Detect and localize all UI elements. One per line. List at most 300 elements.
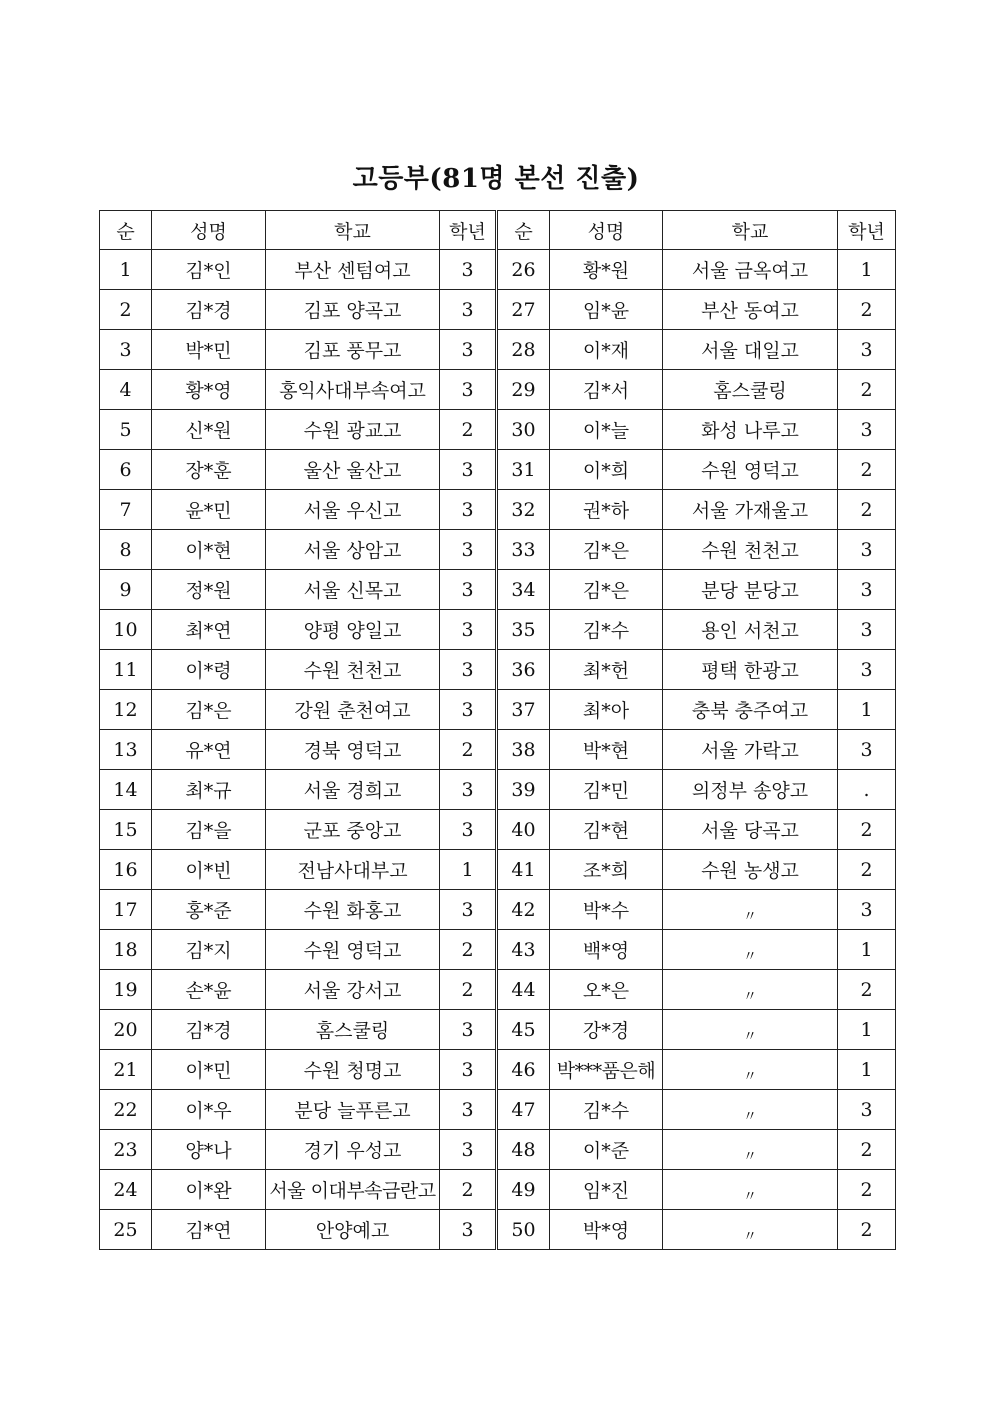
cell-school — [266, 370, 440, 410]
cell-number-text: 4 — [119, 378, 132, 401]
cell-name-text: 박*민 — [185, 340, 232, 362]
cell-grade-text: 3 — [461, 818, 474, 841]
cell-grade-text: 2 — [860, 298, 873, 321]
cell-grade — [838, 850, 896, 890]
table-row — [100, 970, 896, 1010]
cell-name — [152, 730, 266, 770]
cell-number — [497, 290, 550, 330]
cell-grade-text: 2 — [860, 978, 873, 1001]
cell-name — [550, 610, 663, 650]
cell-number — [100, 770, 152, 810]
cell-name — [550, 530, 663, 570]
cell-grade-text: 3 — [860, 618, 873, 641]
cell-school-text: 〃 — [743, 988, 757, 1005]
cell-school — [266, 330, 440, 370]
cell-number-text: 49 — [511, 1178, 536, 1201]
cell-school-text: 전남사대부고 — [297, 860, 408, 882]
cell-school-text: 서울 경희고 — [303, 780, 402, 802]
cell-name-text: 김*인 — [185, 260, 232, 282]
cell-grade-text: 3 — [461, 698, 474, 721]
cell-name-text: 최*규 — [185, 780, 232, 802]
cell-name — [152, 250, 266, 290]
cell-school-text: 강원 춘천여고 — [294, 700, 411, 722]
cell-number-text: 50 — [511, 1218, 536, 1241]
cell-school-text: 평택 한광고 — [701, 660, 799, 682]
cell-grade-text: 3 — [461, 498, 474, 521]
cell-school — [663, 1170, 838, 1210]
cell-number-text: 1 — [119, 258, 132, 281]
cell-school-text: 수원 청명고 — [303, 1060, 402, 1082]
cell-grade-text: 3 — [461, 258, 474, 281]
cell-grade-text: 3 — [461, 1098, 474, 1121]
cell-number — [497, 410, 550, 450]
cell-name — [550, 250, 663, 290]
cell-number-text: 33 — [511, 538, 536, 561]
cell-name-text: 이*우 — [185, 1100, 232, 1122]
cell-number-text: 46 — [511, 1058, 536, 1081]
cell-name-text: 권*하 — [582, 500, 630, 522]
cell-number — [100, 890, 152, 930]
cell-school-text: 충북 충주여고 — [691, 700, 809, 722]
cell-name — [550, 370, 663, 410]
cell-grade — [838, 930, 896, 970]
cell-school — [266, 410, 440, 450]
cell-number-text: 13 — [113, 738, 138, 761]
cell-name-text: 김*을 — [185, 820, 232, 842]
cell-name — [550, 970, 663, 1010]
cell-name — [152, 850, 266, 890]
cell-name-text: 이*완 — [185, 1180, 232, 1202]
cell-grade — [440, 1210, 497, 1250]
cell-grade — [440, 770, 497, 810]
cell-grade — [440, 570, 497, 610]
cell-grade — [440, 410, 497, 450]
cell-name — [152, 1210, 266, 1250]
cell-name-text: 김*지 — [185, 940, 232, 962]
cell-school-text: 수원 영덕고 — [701, 460, 799, 482]
cell-school — [266, 650, 440, 690]
cell-number-text: 40 — [511, 818, 536, 841]
cell-number — [100, 570, 152, 610]
table-row — [100, 370, 896, 410]
cell-grade — [440, 490, 497, 530]
cell-name — [550, 1130, 663, 1170]
cell-name — [152, 1090, 266, 1130]
cell-number-text: 7 — [119, 498, 132, 521]
header-grade: 학년 — [838, 211, 896, 250]
cell-number — [497, 770, 550, 810]
cell-school-text: 홈스쿨링 — [315, 1020, 390, 1042]
cell-school — [663, 410, 838, 450]
cell-grade-text: 2 — [860, 1138, 873, 1161]
cell-grade — [440, 850, 497, 890]
table-row — [100, 290, 896, 330]
cell-number-text: 36 — [511, 658, 536, 681]
cell-number-text: 20 — [113, 1018, 138, 1041]
cell-school — [266, 690, 440, 730]
cell-name — [152, 530, 266, 570]
table-row — [100, 810, 896, 850]
cell-number — [100, 690, 152, 730]
cell-school-text: 화성 나루고 — [701, 420, 799, 442]
cell-name-text: 백*영 — [582, 940, 630, 962]
table-row — [100, 890, 896, 930]
cell-name — [550, 1050, 663, 1090]
cell-number-text: 16 — [113, 858, 138, 881]
table-row — [100, 1170, 896, 1210]
cell-number-text: 5 — [119, 418, 132, 441]
cell-name — [550, 570, 663, 610]
cell-number-text: 41 — [511, 858, 536, 881]
cell-grade-text: 3 — [860, 538, 873, 561]
cell-school — [266, 930, 440, 970]
cell-school — [266, 490, 440, 530]
cell-grade — [440, 330, 497, 370]
cell-name-text: 강*경 — [582, 1020, 630, 1042]
table-row — [100, 1090, 896, 1130]
cell-number — [497, 530, 550, 570]
cell-grade-text: 2 — [461, 418, 474, 441]
cell-grade — [838, 370, 896, 410]
cell-name — [152, 1170, 266, 1210]
cell-grade — [838, 810, 896, 850]
cell-name-text: 임*윤 — [582, 300, 630, 322]
cell-name-text: 김*은 — [582, 540, 630, 562]
cell-number-text: 37 — [511, 698, 536, 721]
cell-grade-text: 2 — [461, 738, 474, 761]
header-name: 성명 — [550, 211, 663, 250]
cell-number-text: 47 — [511, 1098, 536, 1121]
cell-number — [100, 330, 152, 370]
cell-grade-text: 3 — [860, 418, 873, 441]
cell-grade-text: 3 — [860, 898, 873, 921]
cell-number-text: 30 — [511, 418, 536, 441]
cell-number-text: 26 — [511, 258, 536, 281]
cell-number-text: 2 — [119, 298, 132, 321]
cell-grade-text: 3 — [461, 578, 474, 601]
cell-name-text: 최*연 — [185, 620, 232, 642]
cell-grade-text: 2 — [461, 938, 474, 961]
cell-name-text: 김*은 — [185, 700, 232, 722]
cell-name — [152, 890, 266, 930]
cell-number-text: 8 — [119, 538, 132, 561]
cell-name-text: 김*민 — [582, 780, 630, 802]
cell-number-text: 39 — [511, 778, 536, 801]
table-row — [100, 1130, 896, 1170]
table-row — [100, 770, 896, 810]
cell-school — [663, 370, 838, 410]
cell-school — [663, 770, 838, 810]
cell-name — [550, 650, 663, 690]
cell-grade — [838, 970, 896, 1010]
cell-school-text: 수원 천천고 — [303, 660, 402, 682]
cell-grade — [440, 250, 497, 290]
cell-grade — [838, 290, 896, 330]
cell-number — [497, 930, 550, 970]
cell-number-text: 25 — [113, 1218, 138, 1241]
cell-number — [100, 1210, 152, 1250]
cell-grade-text: 3 — [860, 658, 873, 681]
cell-grade — [838, 530, 896, 570]
cell-name — [152, 610, 266, 650]
cell-school — [663, 970, 838, 1010]
header-school: 학교 — [663, 211, 838, 250]
cell-name — [152, 930, 266, 970]
cell-name-text: 김*수 — [582, 1100, 630, 1122]
cell-number-text: 45 — [511, 1018, 536, 1041]
cell-grade — [838, 730, 896, 770]
cell-school — [266, 610, 440, 650]
cell-number — [497, 450, 550, 490]
cell-name — [550, 1170, 663, 1210]
cell-grade-text: 1 — [860, 1058, 873, 1081]
cell-school-text: 〃 — [743, 908, 757, 925]
cell-school — [663, 930, 838, 970]
cell-school-text: 김포 양곡고 — [303, 300, 402, 322]
cell-number — [497, 1210, 550, 1250]
cell-grade — [838, 570, 896, 610]
cell-grade — [440, 610, 497, 650]
cell-number — [497, 1170, 550, 1210]
cell-school — [266, 730, 440, 770]
cell-number-text: 44 — [511, 978, 536, 1001]
cell-grade — [838, 450, 896, 490]
cell-number — [100, 1010, 152, 1050]
table-row — [100, 250, 896, 290]
cell-name-text: 임*진 — [582, 1180, 630, 1202]
cell-number-text: 31 — [511, 458, 536, 481]
cell-number-text: 42 — [511, 898, 536, 921]
cell-school-text: 〃 — [743, 1028, 757, 1045]
cell-school-text: 수원 영덕고 — [303, 940, 402, 962]
cell-school — [663, 330, 838, 370]
cell-number-text: 34 — [511, 578, 536, 601]
cell-grade-text: 2 — [860, 458, 873, 481]
cell-school-text: 서울 이대부속금란고 — [269, 1180, 436, 1202]
cell-name-text: 김*은 — [582, 580, 630, 602]
cell-grade-text: 2 — [461, 1178, 474, 1201]
cell-school — [663, 810, 838, 850]
cell-name — [550, 770, 663, 810]
cell-school — [663, 610, 838, 650]
cell-school-text: 〃 — [743, 1228, 757, 1245]
cell-grade — [440, 290, 497, 330]
cell-school — [266, 1050, 440, 1090]
cell-school — [266, 810, 440, 850]
table-row — [100, 610, 896, 650]
cell-name — [152, 810, 266, 850]
cell-grade — [838, 1010, 896, 1050]
cell-name-text: 손*윤 — [185, 980, 232, 1002]
cell-name — [550, 1210, 663, 1250]
cell-number-text: 43 — [511, 938, 536, 961]
cell-school-text: 부산 동여고 — [701, 300, 799, 322]
cell-number-text: 24 — [113, 1178, 138, 1201]
cell-number-text: 21 — [113, 1058, 138, 1081]
cell-name-text: 김*수 — [582, 620, 630, 642]
cell-number-text: 14 — [113, 778, 138, 801]
cell-grade — [440, 1050, 497, 1090]
cell-grade — [838, 650, 896, 690]
cell-name — [152, 450, 266, 490]
cell-number-text: 35 — [511, 618, 536, 641]
cell-name-text: 이*령 — [185, 660, 232, 682]
cell-school — [663, 490, 838, 530]
cell-number — [100, 1130, 152, 1170]
cell-school — [266, 850, 440, 890]
cell-grade — [440, 1010, 497, 1050]
cell-name — [152, 410, 266, 450]
cell-grade-text: 3 — [461, 1138, 474, 1161]
cell-number-text: 11 — [113, 658, 138, 681]
cell-school — [663, 1210, 838, 1250]
cell-number — [497, 690, 550, 730]
cell-name-text: 황*영 — [185, 380, 232, 402]
header-grade: 학년 — [440, 211, 497, 250]
header-school: 학교 — [266, 211, 440, 250]
cell-number — [497, 570, 550, 610]
cell-school-text: 부산 센텀여고 — [294, 260, 411, 282]
cell-school — [663, 290, 838, 330]
cell-grade-text: 2 — [461, 978, 474, 1001]
cell-name-text: 이*늘 — [582, 420, 630, 442]
cell-number — [100, 730, 152, 770]
cell-grade — [440, 730, 497, 770]
cell-school — [266, 1130, 440, 1170]
cell-name-text: 이*희 — [582, 460, 630, 482]
cell-school-text: 의정부 송양고 — [691, 780, 809, 802]
cell-grade-text: 3 — [461, 298, 474, 321]
finalist-table — [99, 210, 896, 1250]
cell-school — [663, 450, 838, 490]
table-row — [100, 1010, 896, 1050]
cell-number — [100, 1090, 152, 1130]
cell-grade — [440, 810, 497, 850]
cell-name-text: 이*재 — [582, 340, 630, 362]
cell-number-text: 32 — [511, 498, 536, 521]
cell-school — [663, 570, 838, 610]
cell-school — [663, 850, 838, 890]
cell-school — [663, 1130, 838, 1170]
cell-school-text: 서울 우신고 — [303, 500, 402, 522]
cell-number-text: 15 — [113, 818, 138, 841]
cell-number — [100, 250, 152, 290]
cell-number — [100, 450, 152, 490]
cell-school — [266, 890, 440, 930]
cell-name — [550, 690, 663, 730]
cell-number — [100, 970, 152, 1010]
cell-name — [550, 730, 663, 770]
cell-number-text: 18 — [113, 938, 138, 961]
cell-school-text: 서울 상암고 — [303, 540, 402, 562]
cell-school — [266, 250, 440, 290]
table-row — [100, 530, 896, 570]
cell-name-text: 김*연 — [185, 1220, 232, 1242]
cell-grade-text: 2 — [860, 498, 873, 521]
cell-school-text: 〃 — [743, 1148, 757, 1165]
cell-name — [152, 690, 266, 730]
cell-number — [497, 890, 550, 930]
cell-name — [550, 930, 663, 970]
cell-school-text: 분당 분당고 — [701, 580, 799, 602]
table-row — [100, 450, 896, 490]
cell-school-text: 용인 서천고 — [701, 620, 799, 642]
cell-school — [663, 690, 838, 730]
cell-name-text: 신*원 — [185, 420, 232, 442]
cell-grade-text: 1 — [860, 698, 873, 721]
cell-name — [152, 1050, 266, 1090]
cell-name — [550, 1010, 663, 1050]
table-row — [100, 850, 896, 890]
cell-school-text: 서울 강서고 — [303, 980, 402, 1002]
cell-school-text: 〃 — [743, 1108, 757, 1125]
cell-name-text: 최*아 — [582, 700, 630, 722]
cell-school-text: 분당 늘푸른고 — [294, 1100, 411, 1122]
header-number: 순 — [100, 211, 152, 250]
cell-number — [497, 610, 550, 650]
cell-grade — [838, 330, 896, 370]
cell-name — [152, 290, 266, 330]
cell-grade-text: 3 — [461, 1018, 474, 1041]
cell-school-text: 수원 화홍고 — [303, 900, 402, 922]
cell-school-text: 안양예고 — [315, 1220, 390, 1242]
cell-number-text: 29 — [511, 378, 536, 401]
cell-name — [550, 410, 663, 450]
cell-number — [100, 490, 152, 530]
cell-grade — [838, 1130, 896, 1170]
cell-number — [497, 850, 550, 890]
cell-school-text: 〃 — [743, 948, 757, 965]
cell-name-text: 이*빈 — [185, 860, 232, 882]
cell-grade — [838, 890, 896, 930]
cell-number — [497, 650, 550, 690]
cell-name — [152, 370, 266, 410]
cell-number — [497, 370, 550, 410]
cell-grade — [838, 490, 896, 530]
cell-grade — [838, 1170, 896, 1210]
cell-grade — [440, 690, 497, 730]
cell-grade — [440, 1170, 497, 1210]
cell-name-text: 정*원 — [185, 580, 232, 602]
cell-grade-text: 3 — [461, 338, 474, 361]
cell-name — [152, 770, 266, 810]
cell-grade-text: 2 — [860, 1218, 873, 1241]
cell-name-text: 이*민 — [185, 1060, 232, 1082]
cell-school — [266, 570, 440, 610]
cell-number — [100, 530, 152, 570]
cell-name-text: 이*현 — [185, 540, 232, 562]
cell-grade-text: 3 — [461, 1218, 474, 1241]
cell-school-text: 경북 영덕고 — [303, 740, 402, 762]
table-row — [100, 730, 896, 770]
cell-number-text: 9 — [119, 578, 132, 601]
cell-number-text: 22 — [113, 1098, 138, 1121]
cell-school — [266, 1090, 440, 1130]
header-number: 순 — [497, 211, 550, 250]
cell-number-text: 12 — [113, 698, 138, 721]
cell-name — [152, 970, 266, 1010]
cell-name-text: 박*영 — [582, 1220, 630, 1242]
cell-grade — [440, 530, 497, 570]
cell-name — [550, 290, 663, 330]
cell-grade-text: 2 — [860, 378, 873, 401]
cell-number — [100, 650, 152, 690]
cell-name-text: 황*원 — [582, 260, 630, 282]
cell-number-text: 10 — [113, 618, 138, 641]
cell-school — [663, 250, 838, 290]
cell-number — [497, 970, 550, 1010]
table-row — [100, 410, 896, 450]
